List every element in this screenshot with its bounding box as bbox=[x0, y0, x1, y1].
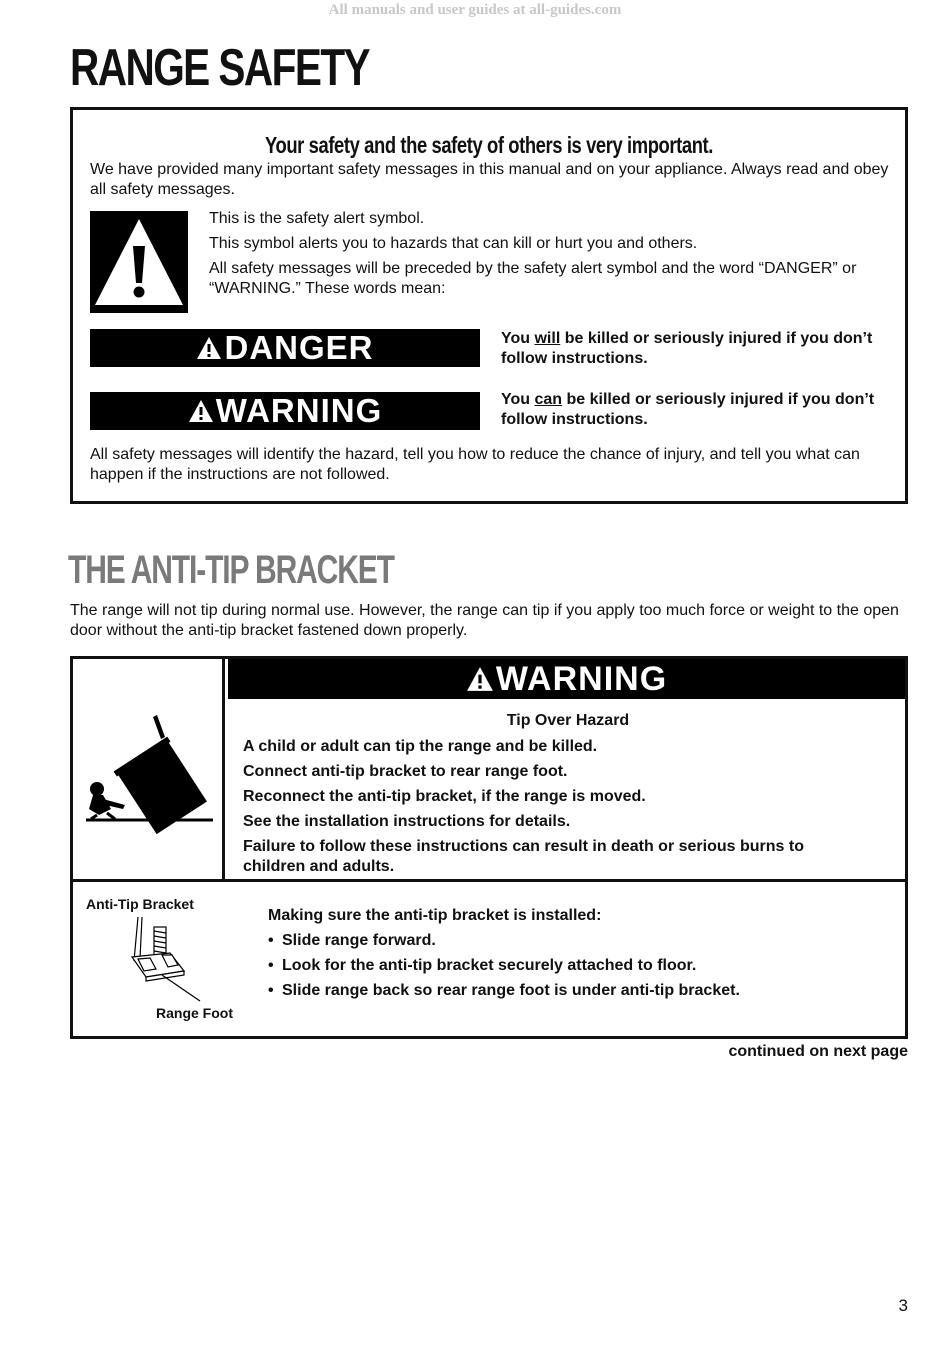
continued-note: continued on next page bbox=[728, 1043, 908, 1060]
hazard-line: See the installation instructions for details. bbox=[243, 813, 571, 830]
warning-header-label: WARNING bbox=[495, 659, 668, 698]
warning-signal-bar bbox=[90, 392, 480, 430]
checklist-heading: Making sure the anti-tip bracket is installed: bbox=[268, 907, 602, 924]
hazard-line: Failure to follow these instructions can result in death or serious burns to children and adults. bbox=[243, 838, 804, 875]
warning-label: WARNING bbox=[215, 392, 383, 429]
danger-description: You will be killed or seriously injured if you don’t follow instructions. bbox=[501, 330, 873, 367]
warning-header bbox=[228, 659, 905, 699]
warning-triangle-icon bbox=[466, 665, 494, 693]
hazard-line: Connect anti-tip bracket to rear range foot. bbox=[243, 763, 568, 780]
alert-line: This symbol alerts you to hazards that can kill or hurt you and others. bbox=[209, 235, 698, 252]
bullet: • bbox=[268, 932, 274, 949]
page-number: 3 bbox=[898, 1296, 908, 1315]
alert-line: All safety messages will be preceded by the safety alert symbol and the word “DANGER” or “WARNING.” These words mean: bbox=[209, 260, 857, 297]
warning-description: You can be killed or seriously injured if you don’t follow instructions. bbox=[501, 391, 875, 428]
danger-signal-bar bbox=[90, 329, 480, 367]
safety-box bbox=[70, 107, 908, 504]
section-title: THE ANTI-TIP BRACKET bbox=[68, 548, 394, 592]
bullet: • bbox=[268, 957, 274, 974]
watermark: All manuals and user guides at all-guides.com bbox=[328, 2, 622, 18]
tipping-range-illustration bbox=[73, 659, 225, 879]
warning-triangle-icon bbox=[196, 335, 222, 361]
safety-outro: All safety messages will identify the hazard, tell you how to reduce the chance of injury, and tell you what can happen if the instructions are not followed. bbox=[90, 446, 860, 483]
range-foot-label: Range Foot bbox=[156, 1005, 233, 1021]
anti-tip-bracket-illustration bbox=[118, 913, 208, 1003]
alert-explanation bbox=[209, 209, 909, 304]
safety-intro: We have provided many important safety messages in this manual and on your appliance. Always read and obey all safety messages. bbox=[90, 161, 889, 198]
list-item: • Slide range back so rear range foot is under anti-tip bracket. bbox=[268, 982, 740, 999]
anti-tip-bracket-label: Anti-Tip Bracket bbox=[86, 896, 194, 912]
alert-line: This is the safety alert symbol. bbox=[209, 210, 425, 227]
safety-alert-symbol-icon bbox=[90, 211, 188, 313]
section-intro: The range will not tip during normal use. However, the range can tip if you apply too much force or weight to the open door without the anti-tip bracket fastened down properly. bbox=[70, 602, 899, 639]
installation-checklist bbox=[268, 906, 888, 1006]
hazard-title: Tip Over Hazard bbox=[506, 712, 630, 729]
hazard-line: A child or adult can tip the range and be killed. bbox=[243, 738, 598, 755]
safety-headline: Your safety and the safety of others is very important. bbox=[265, 132, 713, 158]
divider bbox=[73, 879, 905, 882]
bullet: • bbox=[268, 982, 274, 999]
hazard-line: Reconnect the anti-tip bracket, if the range is moved. bbox=[243, 788, 646, 805]
danger-label: DANGER bbox=[224, 329, 374, 366]
list-item: • Look for the anti-tip bracket securely attached to floor. bbox=[268, 957, 697, 974]
page-title: RANGE SAFETY bbox=[70, 39, 370, 97]
warning-triangle-icon bbox=[188, 398, 214, 424]
list-item: • Slide range forward. bbox=[268, 932, 436, 949]
anti-tip-warning-box bbox=[70, 656, 908, 1039]
hazard-instructions bbox=[243, 737, 843, 882]
